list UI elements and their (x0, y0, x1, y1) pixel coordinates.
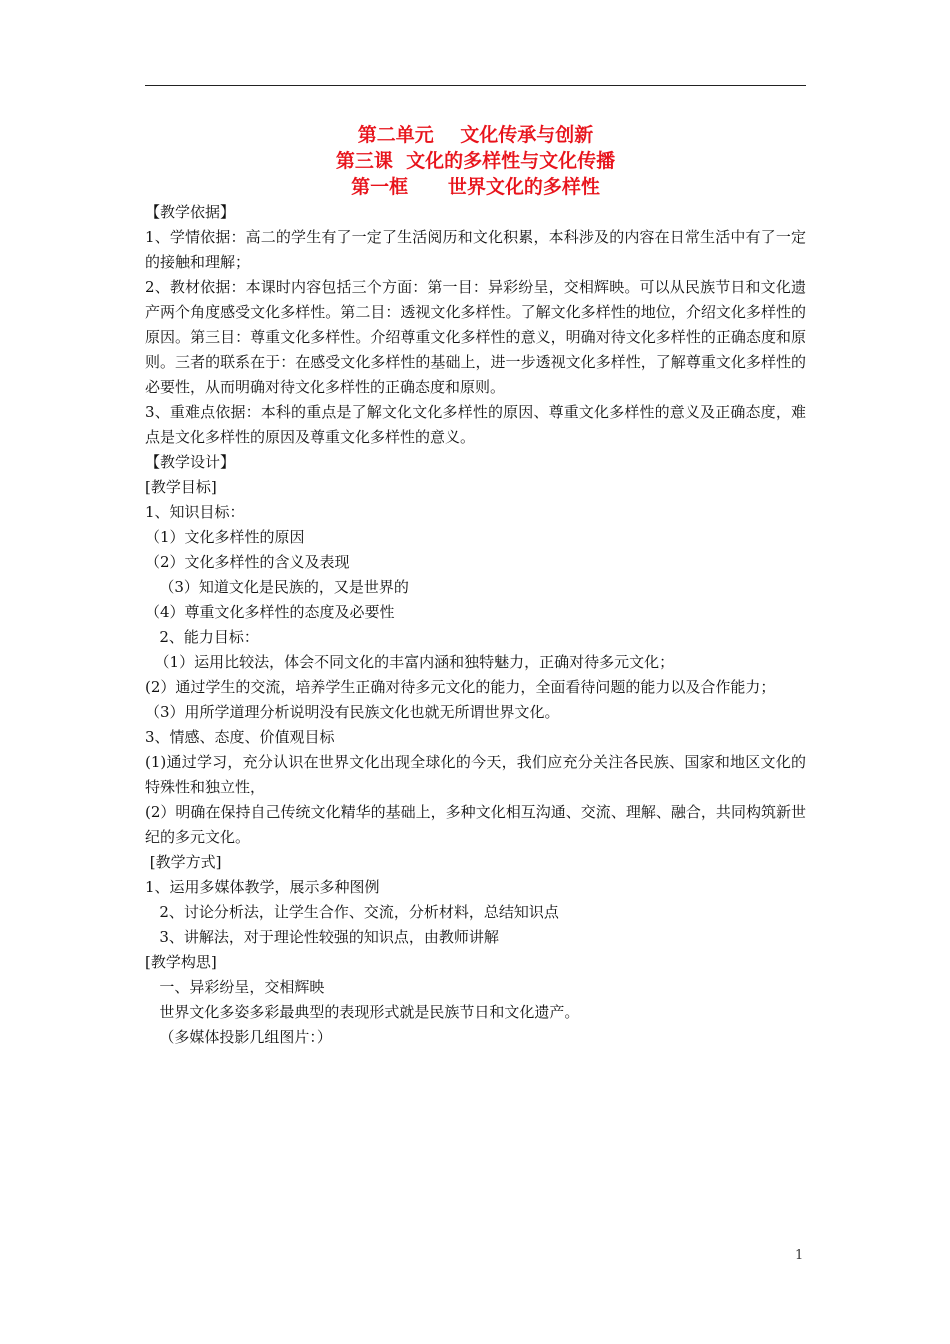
header-rule (145, 85, 806, 86)
list-item: 3、讲解法，对于理论性较强的知识点，由教师讲解 (145, 928, 499, 946)
heading-teaching-basis: 【教学依据】 (145, 203, 236, 221)
paragraph-student-basis: 1、学情依据：高二的学生有了一定了生活阅历和文化积累，本科涉及的内容在日常生活中有了一定的接触和理解； (145, 228, 806, 271)
list-item: （1）文化多样性的原因 (145, 528, 305, 546)
subheading-concept: [教学构思] (145, 953, 217, 971)
paragraph-key-points: 3、重难点依据：本科的重点是了解文化文化多样性的原因、尊重文化多样性的意义及正确态度，难点是文化多样性的原因及尊重文化多样性的意义。 (145, 403, 806, 446)
list-item: (2）明确在保持自己传统文化精华的基础上，多种文化相互沟通、交流、理解、融合，共同构筑新世纪的多元文化。 (145, 803, 806, 846)
list-item: (1)通过学习，充分认识在世界文化出现全球化的今天，我们应充分关注各民族、国家和地区文化的特殊性和独立性， (145, 753, 806, 796)
paragraph: （多媒体投影几组图片：） (145, 1028, 332, 1046)
paragraph: 世界文化多姿多彩最典型的表现形式就是民族节日和文化遗产。 (145, 1003, 580, 1021)
list-item: （3）知道文化是民族的，又是世界的 (145, 578, 409, 596)
list-item: （3）用所学道理分析说明没有民族文化也就无所谓世界文化。 (145, 703, 560, 721)
list-item: (2）通过学生的交流，培养学生正确对待多元文化的能力，全面看待问题的能力以及合作能力； (145, 678, 776, 696)
list-item: （1）运用比较法，体会不同文化的丰富内涵和独特魅力，正确对待多元文化； (145, 653, 675, 671)
title-block (145, 122, 806, 200)
section-heading: 一、异彩纷呈，交相辉映 (145, 978, 325, 996)
page-number: 1 (795, 1248, 804, 1263)
lesson-title: 第三课 文化的多样性与文化传播 (335, 150, 616, 172)
knowledge-goal: 1、知识目标： (145, 503, 245, 521)
subheading-goals: [教学目标] (145, 478, 217, 496)
section-title: 第一框 世界文化的多样性 (351, 176, 600, 198)
values-goal: 3、情感、态度、价值观目标 (145, 728, 335, 746)
ability-goal: 2、能力目标： (145, 628, 259, 646)
unit-title: 第二单元 文化传承与创新 (357, 124, 594, 146)
subheading-methods: [教学方式] (145, 853, 222, 871)
document-body (145, 200, 806, 1050)
list-item: 2、讨论分析法，让学生合作、交流，分析材料，总结知识点 (145, 903, 559, 921)
list-item: （2）文化多样性的含义及表现 (145, 553, 350, 571)
paragraph-textbook-basis: 2、教材依据：本课时内容包括三个方面：第一目：异彩纷呈，交相辉映。可以从民族节日和文化遗产两个角度感受文化多样性。第二目：透视文化多样性。了解文化多样性的地位，介绍文化多样性的原因。第三目：尊重文化多样性。介绍尊重文化多样性的意义，明确对待文化多样性的正确态度和原则。三者的联系在于：在感受文化多样性的基础上，进一步透视文化多样性，了解尊重文化多样性的必要性，从而明确对待文化多样性的正确态度和原则。 (145, 278, 806, 396)
list-item: 1、运用多媒体教学，展示多种图例 (145, 878, 380, 896)
list-item: （4）尊重文化多样性的态度及必要性 (145, 603, 395, 621)
heading-teaching-design: 【教学设计】 (145, 453, 236, 471)
